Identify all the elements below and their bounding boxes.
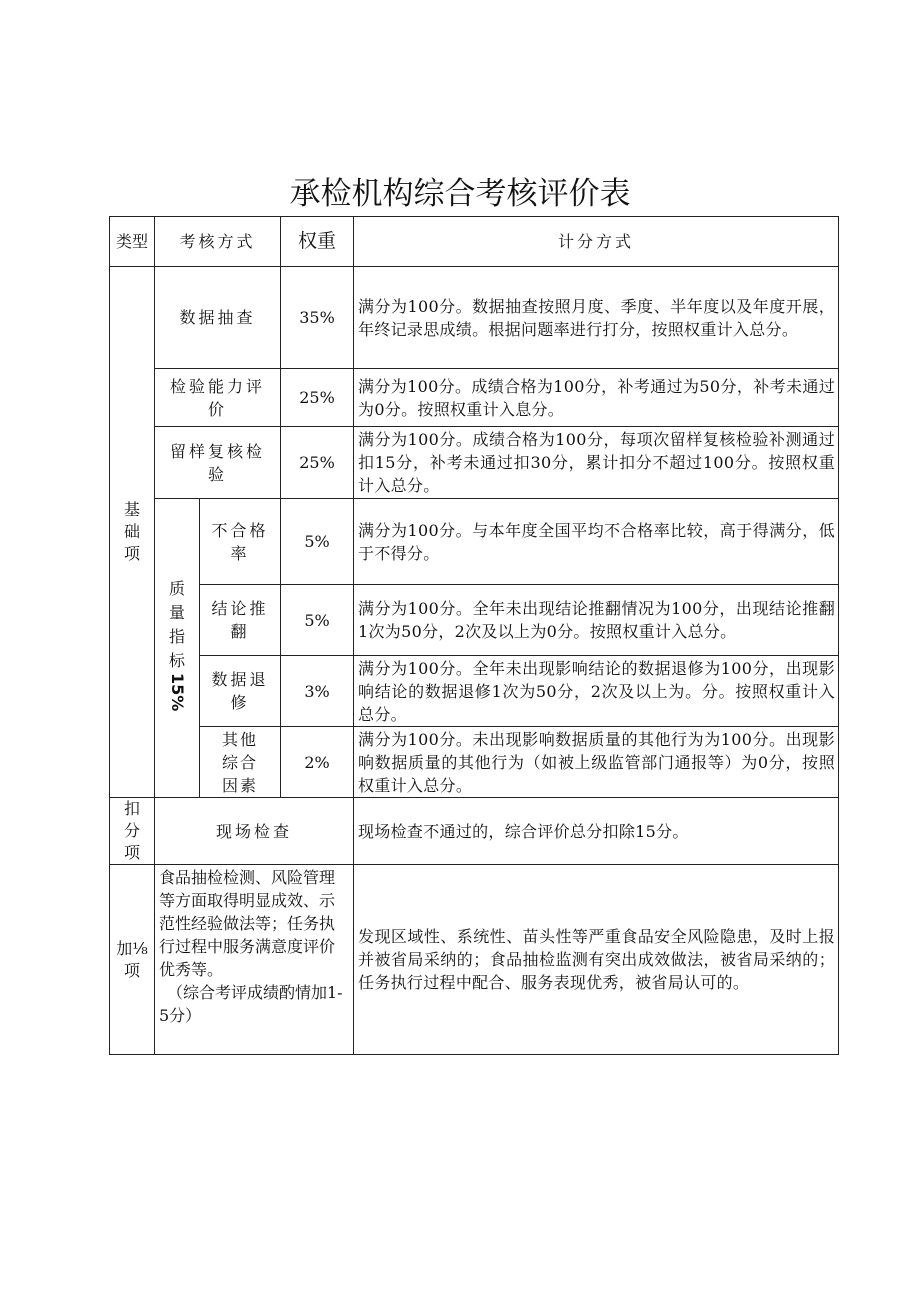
table-row	[110, 798, 839, 865]
method-cell: 结论推翻	[200, 585, 281, 656]
category-bonus: 加⅛项	[110, 865, 155, 1055]
weight-cell: 2%	[281, 727, 354, 798]
bonus-method-cell	[155, 865, 354, 1055]
table-row	[110, 267, 839, 369]
bonus-method-text: 食品抽检检测、风险管理等方面取得明显成效、示范性经验做法等；任务执行过程中服务满意度评价优秀等。	[159, 868, 336, 979]
scoring-cell: 满分为100分。未出现影响数据质量的其他行为为100分。出现影响数据质量的其他行为（如被上级监管部门通报等）为0分，按照权重计入总分。	[354, 727, 839, 798]
scoring-cell: 满分为100分。与本年度全国平均不合格率比较，高于得满分，低于不得分。	[354, 499, 839, 585]
header-type: 类型	[110, 217, 155, 267]
category-basic: 基础项	[110, 267, 155, 798]
method-cell: 不合格率	[200, 499, 281, 585]
method-cell: 数据抽查	[155, 267, 281, 369]
header-method: 考核方式	[155, 217, 281, 267]
header-weight: 权重	[281, 217, 354, 267]
method-cell: 检验能力评价	[155, 369, 281, 427]
quality-percent: 15%	[168, 673, 187, 712]
table-row	[110, 656, 839, 727]
scoring-cell: 满分为100分。数据抽查按照月度、季度、半年度以及年度开展，年终记录思成绩。根据问题率进行打分，按照权重计入总分。	[354, 267, 839, 369]
table-row	[110, 865, 839, 1055]
weight-cell: 3%	[281, 656, 354, 727]
weight-cell: 35%	[281, 267, 354, 369]
category-deduct: 扣分项	[110, 798, 155, 865]
scoring-cell: 现场检查不通过的，综合评价总分扣除15分。	[354, 798, 839, 865]
bonus-note: （综合考评成绩酌情加1-5分）	[159, 983, 343, 1025]
header-row	[110, 217, 839, 267]
weight-cell: 5%	[281, 499, 354, 585]
scoring-cell: 满分为100分。全年未出现影响结论的数据退修为100分，出现影响结论的数据退修1次为50分，2次及以上为。分。按照权重计入总分。	[354, 656, 839, 727]
page-title: 承检机构综合考核评价表	[289, 176, 631, 212]
weight-cell: 5%	[281, 585, 354, 656]
quality-label: 质量指标	[168, 579, 185, 671]
scoring-cell: 满分为100分。全年未出现结论推翻情况为100分，出现结论推翻1次为50分，2次及以上为0分。按照权重计入总分。	[354, 585, 839, 656]
scoring-cell: 发现区域性、系统性、苗头性等严重食品安全风险隐患，及时上报并被省局采纳的；食品抽检监测有突出成效做法，被省局采纳的；任务执行过程中配合、服务表现优秀，被省局认可的。	[354, 865, 839, 1055]
method-cell: 数据退修	[200, 656, 281, 727]
table-row	[110, 499, 839, 585]
table-row	[110, 585, 839, 656]
scoring-cell: 满分为100分。成绩合格为100分，每项次留样复核检验补测通过扣15分，补考未通过扣30分，累计扣分不超过100分。按照权重计入总分。	[354, 427, 839, 499]
weight-cell: 25%	[281, 427, 354, 499]
method-cell: 留样复核检验	[155, 427, 281, 499]
table-row	[110, 369, 839, 427]
weight-cell: 25%	[281, 369, 354, 427]
scoring-cell: 满分为100分。成绩合格为100分，补考通过为50分，补考未通过为0分。按照权重计入息分。	[354, 369, 839, 427]
table-row	[110, 727, 839, 798]
table-row	[110, 427, 839, 499]
quality-indicator-cell	[155, 499, 200, 798]
method-cell: 其他综合因素	[200, 727, 281, 798]
method-cell: 现场检查	[155, 798, 354, 865]
header-scoring: 计分方式	[354, 217, 839, 267]
evaluation-table	[109, 216, 839, 1055]
